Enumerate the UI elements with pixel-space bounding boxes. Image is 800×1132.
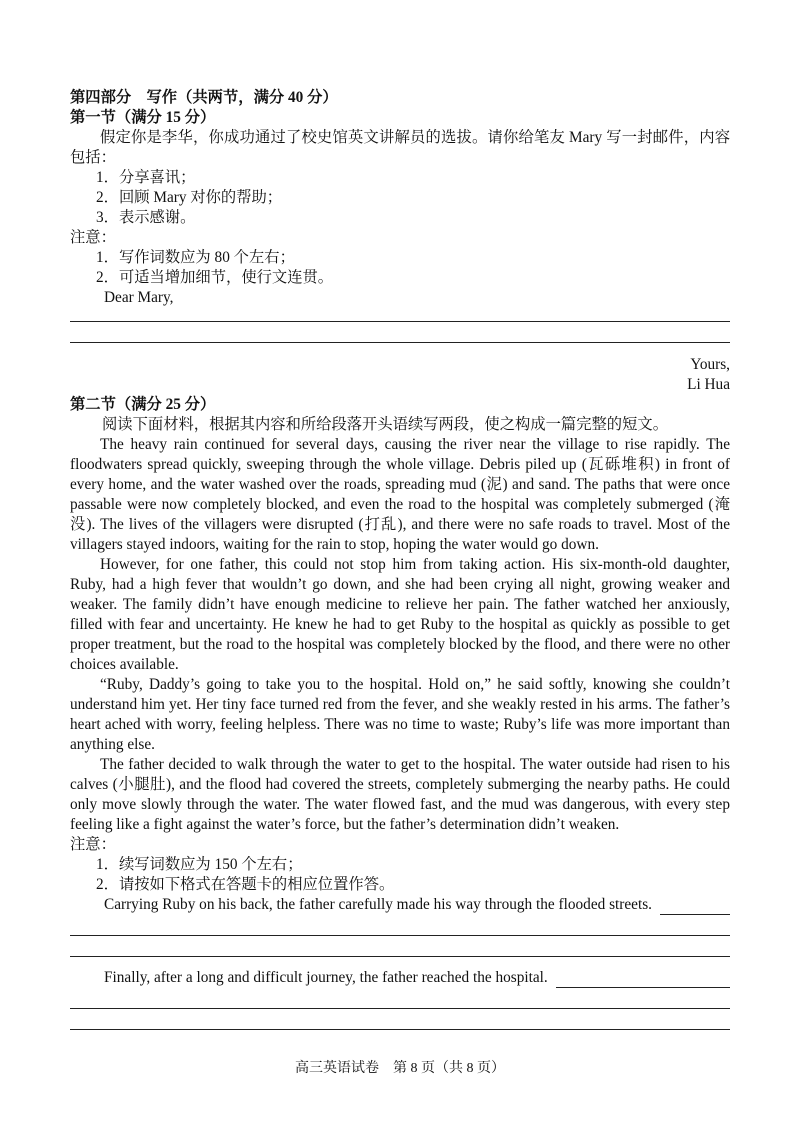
- section2-note: 1．续写词数应为 150 个左右；: [96, 856, 303, 873]
- section1-note-label: 注意：: [70, 229, 116, 246]
- continuation-para2: [70, 968, 730, 988]
- part4-heading: 第四部分 写作（共两节，满分 40 分）: [70, 89, 338, 106]
- story-paragraph: The heavy rain continued for several days, causing the river near the village to rise rapidly. The floodwaters spread quickly, sweeping through the whole village. Debris piled up (瓦砾堆积) in front of every home, and the water washed over the roads, spreading mud (泥) and sand. The paths that were once passable were now completely blocked, and even the road to the hospital was completely submerged (淹没). The lives of the villagers were disrupted (打乱), and there were no safe roads to travel. Most of the villagers stayed indoors, waiting for the rain to stop, hoping the water would go down.: [70, 436, 730, 553]
- answer-line[interactable]: [70, 1028, 730, 1030]
- section1-heading: 第一节（满分 15 分）: [70, 109, 216, 126]
- answer-line[interactable]: [70, 934, 730, 936]
- story-paragraph: However, for one father, this could not stop him from taking action. His six-month-old daughter, Ruby, had a high fever that wouldn’t go down, and she had been crying all night, growing weaker and weaker. The family didn’t have enough medicine to relieve her pain. The father watched her anxiously, filled with fear and uncertainty. He knew he had to get Ruby to the hospital as quickly as possible to get proper treatment, but the road to the hospital was completely blocked by the flood, and there were no other choices available.: [70, 556, 730, 673]
- section1-item: 2．回顾 Mary 对你的帮助；: [96, 189, 283, 206]
- section2-instruction: 阅读下面材料，根据其内容和所给段落开头语续写两段，使之构成一篇完整的短文。: [102, 416, 668, 433]
- answer-line[interactable]: [70, 955, 730, 957]
- section2-note-label: 注意：: [70, 836, 116, 853]
- section1-item: 3．表示感谢。: [96, 209, 196, 226]
- answer-line[interactable]: [556, 973, 730, 988]
- letter-signature: Li Hua: [687, 376, 730, 393]
- story-paragraph: The father decided to walk through the water to get to the hospital. The water outside had risen to his calves (小腿肚), and the flood had covered the streets, completely submerging the nearby paths. He could only move slowly through the water. The water flowed fast, and the mud was dangerous, with every step feeling like a fight against the water’s force, but the father’s determination didn’t weaken.: [70, 756, 730, 833]
- section2-note: 2．请按如下格式在答题卡的相应位置作答。: [96, 876, 395, 893]
- continuation-para1: [70, 895, 730, 915]
- page-footer: 高三英语试卷 第 8 页（共 8 页）: [295, 1061, 505, 1076]
- para1-start-text: Carrying Ruby on his back, the father carefully made his way through the flooded streets.: [104, 896, 652, 913]
- section1-note: 2．可适当增加细节，使行文连贯。: [96, 269, 334, 286]
- letter-closing: Yours,: [690, 356, 730, 373]
- letter-greeting: Dear Mary,: [104, 289, 174, 306]
- section1-prompt: 假定你是李华，你成功通过了校史馆英文讲解员的选拔。请你给笔友 Mary 写一封邮件，内容包括：: [70, 129, 730, 166]
- section1-item: 1．分享喜讯；: [96, 169, 196, 186]
- answer-line[interactable]: [660, 900, 730, 915]
- section1-note: 1．写作词数应为 80 个左右；: [96, 249, 295, 266]
- answer-line[interactable]: [70, 1007, 730, 1009]
- exam-page: [70, 88, 730, 1030]
- para2-start-text: Finally, after a long and difficult journey, the father reached the hospital.: [104, 969, 548, 986]
- answer-line[interactable]: [70, 320, 730, 322]
- section2-heading: 第二节（满分 25 分）: [70, 396, 216, 413]
- story-paragraph: “Ruby, Daddy’s going to take you to the hospital. Hold on,” he said softly, knowing she couldn’t understand him yet. Her tiny face turned red from the fever, and she weakly rested in his arms. The father’s heart ached with worry, feeling helpless. There was no time to waste; Ruby’s life was more important than anything else.: [70, 676, 730, 753]
